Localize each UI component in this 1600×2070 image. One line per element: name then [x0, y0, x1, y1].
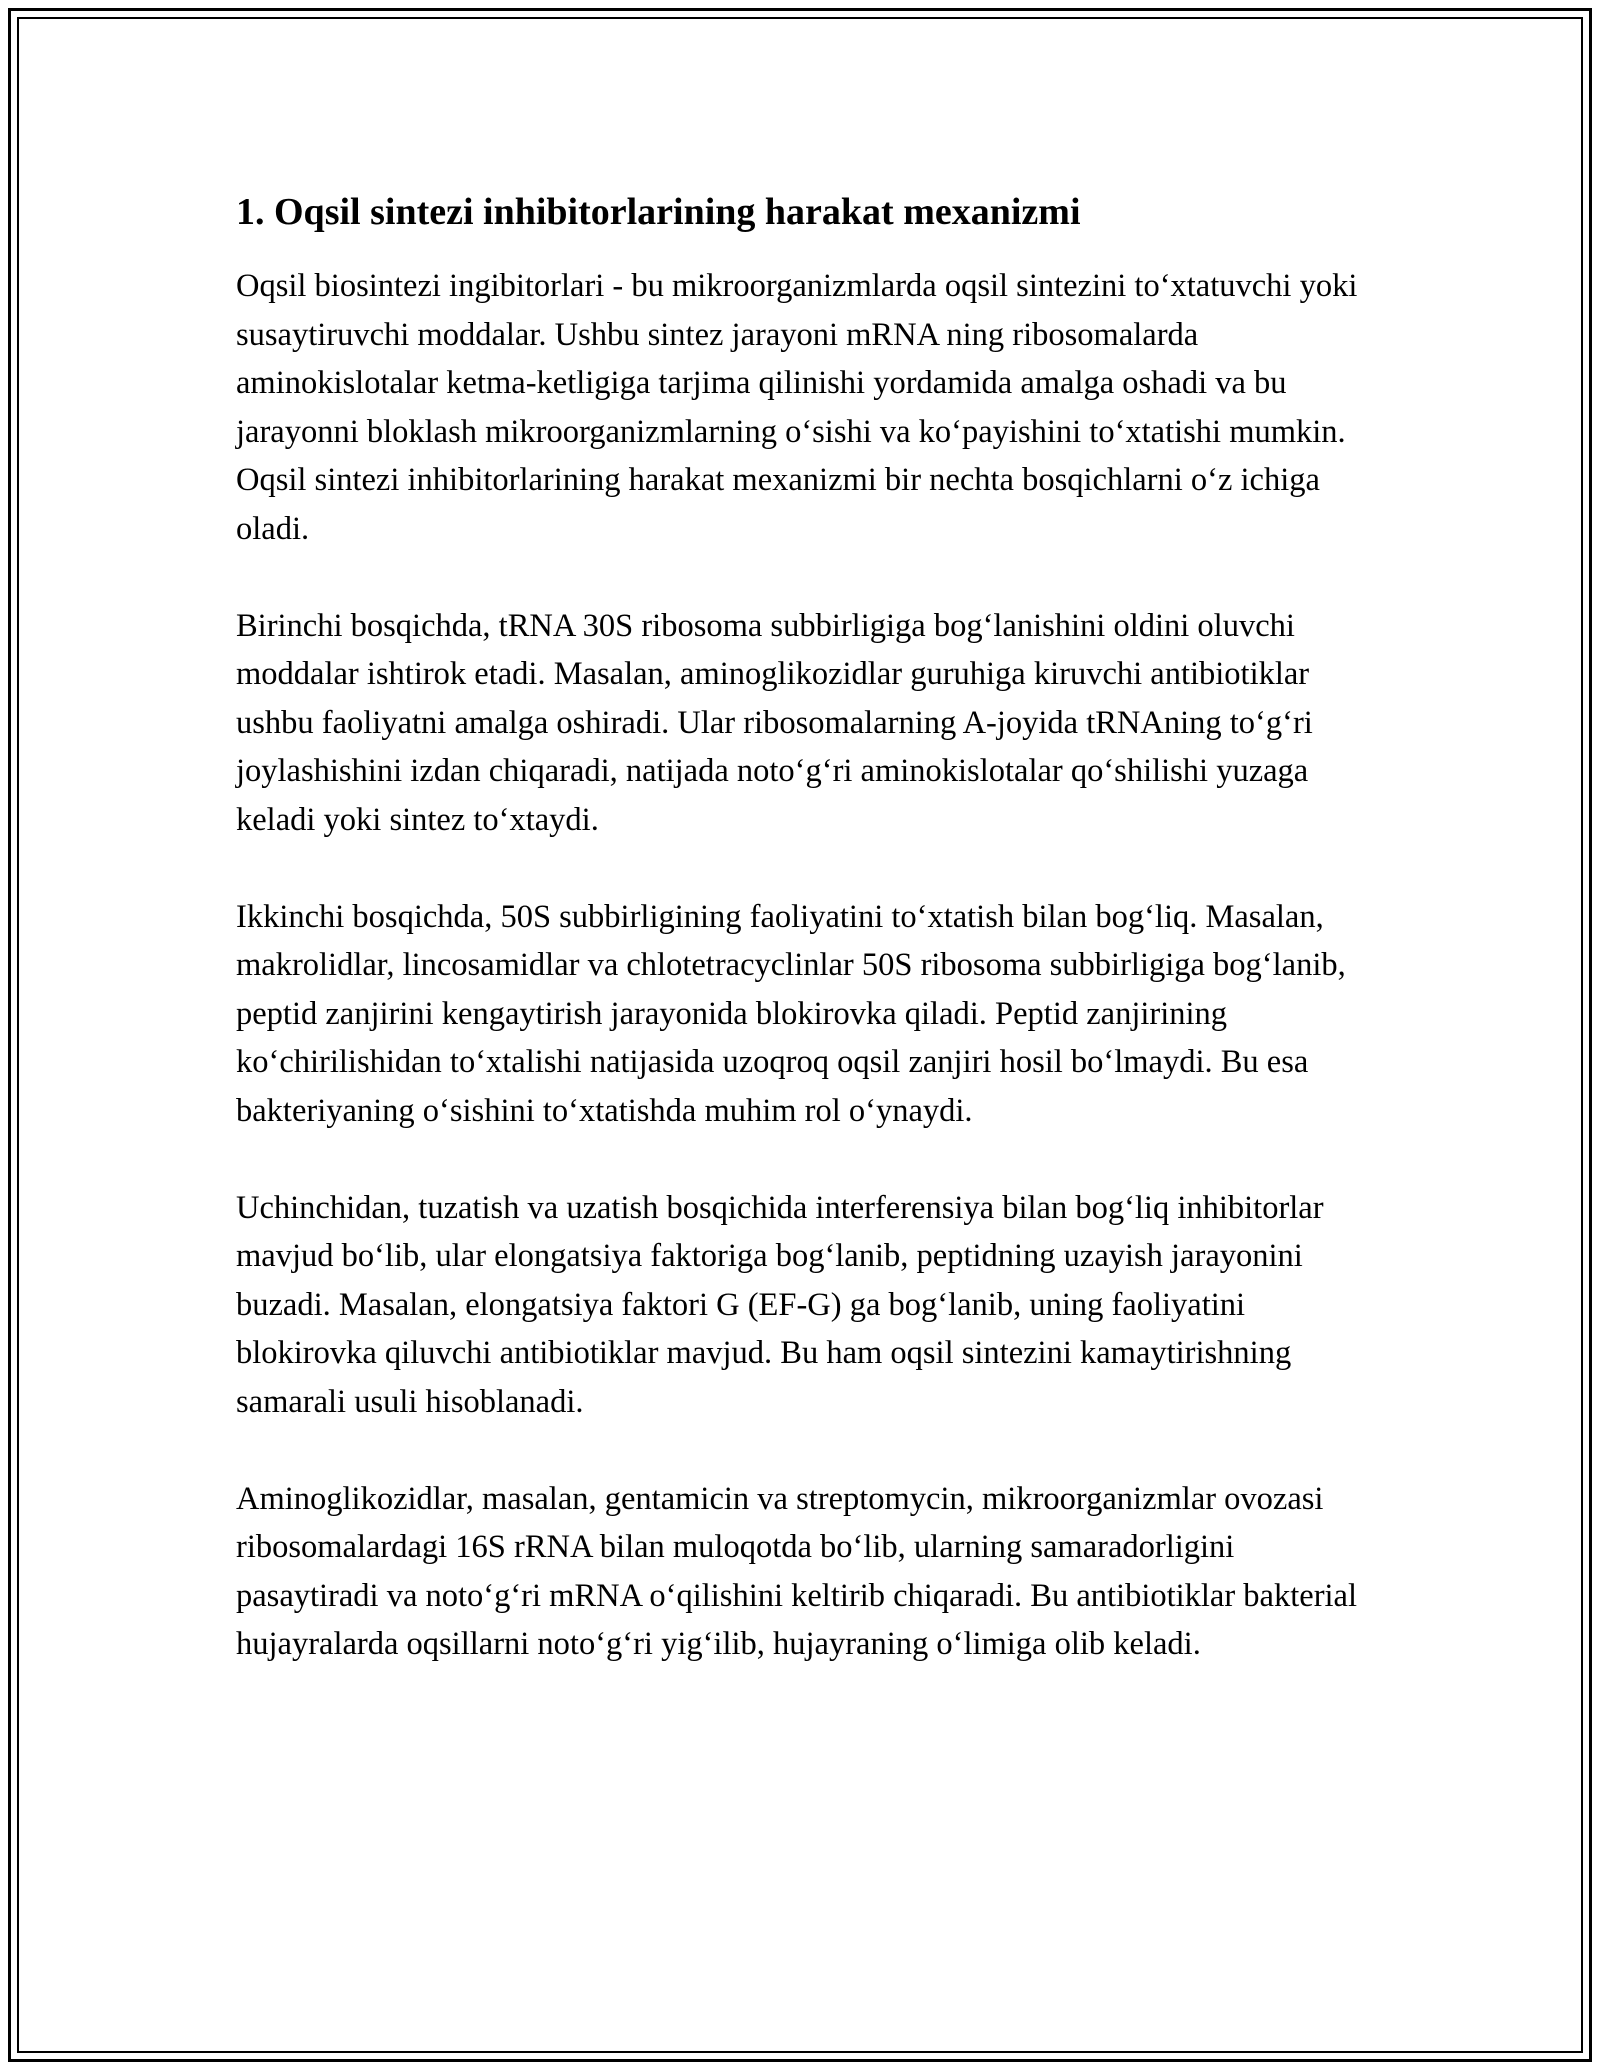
document-body [236, 188, 1376, 1717]
paragraph-third-stage: Uchinchidan, tuzatish va uzatish bosqichida interferensiya bilan bog‘liq inhibitorlar mavjud bo‘lib, ular elongatsiya faktoriga bog‘lanib, peptidning uzayish jarayonini buzadi. Masalan, elongatsiya faktori G (EF-G) ga bog‘lanib, uning faoliyatini blokirovka qiluvchi antibiotiklar mavjud. Bu ham oqsil sintezini kamaytirishning samarali usuli hisoblanadi. [236, 1189, 1324, 1420]
paragraph-aminoglycosides: Aminoglikozidlar, masalan, gentamicin va streptomycin, mikroorganizmlar ovozasi ribosomalardagi 16S rRNA bilan muloqotda bo‘lib, ularning samaradorligini pasaytiradi va noto‘g‘ri mRNA o‘qilishini keltirib chiqaradi. Bu antibiotiklar bakterial hujayralarda oqsillarni noto‘g‘ri yig‘ilib, hujayraning o‘limiga olib keladi. [236, 1480, 1357, 1662]
paragraph-second-stage: Ikkinchi bosqichda, 50S subbirligining faoliyatini to‘xtatish bilan bog‘liq. Masalan, makrolidlar, lincosamidlar va chlotetracyclinlar 50S ribosoma subbirligiga bog‘lanib, peptid zanjirini kengaytirish jarayonida blokirovka qiladi. Peptid zanjirining ko‘chirilishidan to‘xtalishi natijasida uzoqroq oqsil zanjiri hosil bo‘lmaydi. Bu esa bakteriyaning o‘sishini to‘xtatishda muhim rol o‘ynaydi. [236, 898, 1346, 1129]
section-heading: 1. Oqsil sintezi inhibitorlarining harakat mexanizmi [236, 191, 1081, 233]
paragraph-intro: Oqsil biosintezi ingibitorlari - bu mikroorganizmlarda oqsil sintezini to‘xtatuvchi yoki susaytiruvchi moddalar. Ushbu sintez jarayoni mRNA ning ribosomalarda aminokislotalar ketma-ketligiga tarjima qilinishi yordamida amalga oshadi va bu jarayonni bloklash mikroorganizmlarning o‘sishi va ko‘payishini to‘xtatishi mumkin. Oqsil sintezi inhibitorlarining harakat mexanizmi bir nechta bosqichlarni o‘z ichiga oladi. [236, 268, 1358, 547]
paragraph-first-stage: Birinchi bosqichda, tRNA 30S ribosoma subbirligiga bog‘lanishini oldini oluvchi moddalar ishtirok etadi. Masalan, aminoglikozidlar guruhiga kiruvchi antibiotiklar ushbu faoliyatni amalga oshiradi. Ular ribosomalarning A-joyida tRNAning to‘g‘ri joylashishini izdan chiqaradi, natijada noto‘g‘ri aminokislotalar qo‘shilishi yuzaga keladi yoki sintez to‘xtaydi. [236, 607, 1313, 838]
